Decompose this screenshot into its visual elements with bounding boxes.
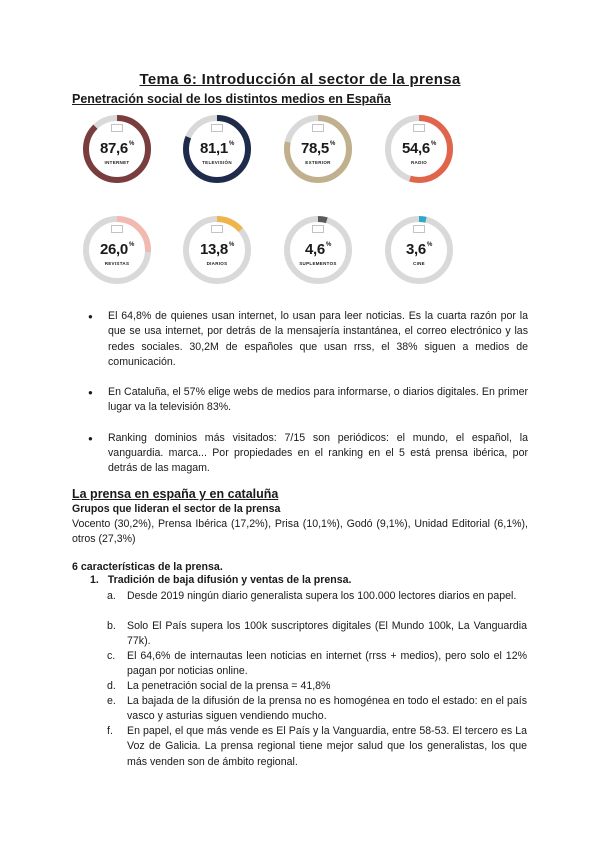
ring-value xyxy=(383,241,455,258)
tv-icon xyxy=(211,124,223,132)
section-title-prensa: La prensa en españa y en cataluña xyxy=(72,487,279,501)
sub-item-b xyxy=(107,619,527,650)
billboard-icon xyxy=(312,124,324,132)
item-marker: 1. xyxy=(90,574,99,586)
ring-internet xyxy=(81,113,153,185)
ring-label: DIARIOS xyxy=(206,261,228,266)
ring-value-number: 3,6 xyxy=(406,241,426,258)
bullet-item: ● El 64,8% de quienes usan internet, lo usan para leer noticias. Es la cuarta razón por la que se usa internet, por detrás de la mensajería instantánea, el correo electrónico y las redes sociales. 30,2M de españoles que usan rrss, el 38% siguen a medios de comunicación. xyxy=(88,309,528,370)
ring-value xyxy=(282,140,354,157)
bullet-item: ● En Cataluña, el 57% elige webs de medios para informarse, o diarios digitales. En primer lugar va la televisión 83%. xyxy=(88,385,528,416)
sub-item-c xyxy=(107,649,527,680)
ring-value-number: 26,0 xyxy=(99,241,128,258)
radio-icon xyxy=(413,124,425,132)
magazine-icon xyxy=(111,225,123,233)
ring-label: EXTERIOR xyxy=(305,160,331,165)
ring-value xyxy=(181,241,253,258)
sub-item-a xyxy=(107,589,527,604)
sub-text: La bajada de la difusión de la prensa no es homogénea en todo el estado: en el país vasco y asturias siguen vendiendo mucho. xyxy=(127,695,527,723)
section-subtitle-penetration: Penetración social de los distintos medios en España xyxy=(72,92,391,106)
ring-value-number: 13,8 xyxy=(199,241,228,258)
ring-label: INTERNET xyxy=(104,160,130,165)
monitor-icon xyxy=(111,124,123,132)
percent-sign: % xyxy=(426,242,432,248)
sub-item-d xyxy=(107,679,527,694)
percent-sign: % xyxy=(329,141,336,147)
ring-value xyxy=(181,140,253,157)
ring-label: SUPLEMENTOS xyxy=(299,261,337,266)
ring-exterior xyxy=(282,113,354,185)
bullet-item: ● Ranking dominios más visitados: 7/15 son periódicos: el mundo, el español, la vanguardia. marca... Por propiedades en el ranking en el 5 está prensa ibérica, por detrás de las magam. xyxy=(88,431,528,477)
sub-text: Solo El País supera los 100k suscriptores digitales (El Mundo 100k, La Vanguardia 77k). xyxy=(127,620,527,648)
sub-text: En papel, el que más vende es El País y la Vanguardia, entre 58-53. El tercero es La Voz de Galicia. La prensa regional tiene mejor salud que los generalistas, los que más venden son de ámbito regional. xyxy=(127,725,527,768)
ring-value-number: 78,5 xyxy=(300,140,329,157)
ring-value xyxy=(81,241,153,258)
film-icon xyxy=(413,225,425,233)
ring-televisión xyxy=(181,113,253,185)
percent-sign: % xyxy=(128,242,135,248)
ring-value-number: 87,6 xyxy=(99,140,128,157)
ring-value xyxy=(81,140,153,157)
sub-marker: c. xyxy=(107,650,116,662)
percent-sign: % xyxy=(430,141,437,147)
sub-marker: e. xyxy=(107,695,116,707)
sub-marker: b. xyxy=(107,620,116,632)
numbered-item-1 xyxy=(90,574,351,586)
characteristics-heading: 6 características de la prensa. xyxy=(72,561,223,573)
groups-heading: Grupos que lideran el sector de la prensa xyxy=(72,503,281,515)
ring-value-number: 81,1 xyxy=(199,140,228,157)
ring-suplementos xyxy=(282,214,354,286)
ring-value-number: 4,6 xyxy=(305,241,325,258)
newspaper-icon xyxy=(211,225,223,233)
ring-label: CINE xyxy=(413,261,425,266)
sub-marker: d. xyxy=(107,680,116,692)
percent-sign: % xyxy=(228,242,235,248)
groups-paragraph: Vocento (30,2%), Prensa Ibérica (17,2%), Prisa (10,1%), Godó (9,1%), Unidad Editorial (6,1%), otros (27,3%) xyxy=(72,518,528,546)
ring-value-number: 54,6 xyxy=(401,140,430,157)
sub-item-e xyxy=(107,694,527,725)
sub-text: Desde 2019 ningún diario generalista supera los 100.000 lectores diarios en papel. xyxy=(127,590,517,602)
ring-radio xyxy=(383,113,455,185)
sub-marker: a. xyxy=(107,590,116,602)
ring-label: REVISTAS xyxy=(104,261,130,266)
ring-label: TELEVISIÓN xyxy=(202,160,232,165)
ring-cine xyxy=(383,214,455,286)
sub-item-f xyxy=(107,724,527,770)
supplement-icon xyxy=(312,225,324,233)
sub-marker: f. xyxy=(107,725,113,737)
percent-sign: % xyxy=(228,141,235,147)
ring-label: RADIO xyxy=(411,160,427,165)
item-title: Tradición de baja difusión y ventas de la prensa. xyxy=(107,574,352,586)
page-title: Tema 6: Introducción al sector de la prensa xyxy=(139,71,461,88)
ring-value xyxy=(282,241,354,258)
ring-value xyxy=(383,140,455,157)
sub-text: El 64,6% de internautas leen noticias en internet (rrss + medios), pero solo el 12% pagan por noticias online. xyxy=(127,650,527,678)
ring-diarios xyxy=(181,214,253,286)
bullet-list xyxy=(88,309,528,492)
sub-text: La penetración social de la prensa = 41,8% xyxy=(127,680,331,692)
percent-sign: % xyxy=(128,141,135,147)
ring-revistas xyxy=(81,214,153,286)
percent-sign: % xyxy=(325,242,331,248)
